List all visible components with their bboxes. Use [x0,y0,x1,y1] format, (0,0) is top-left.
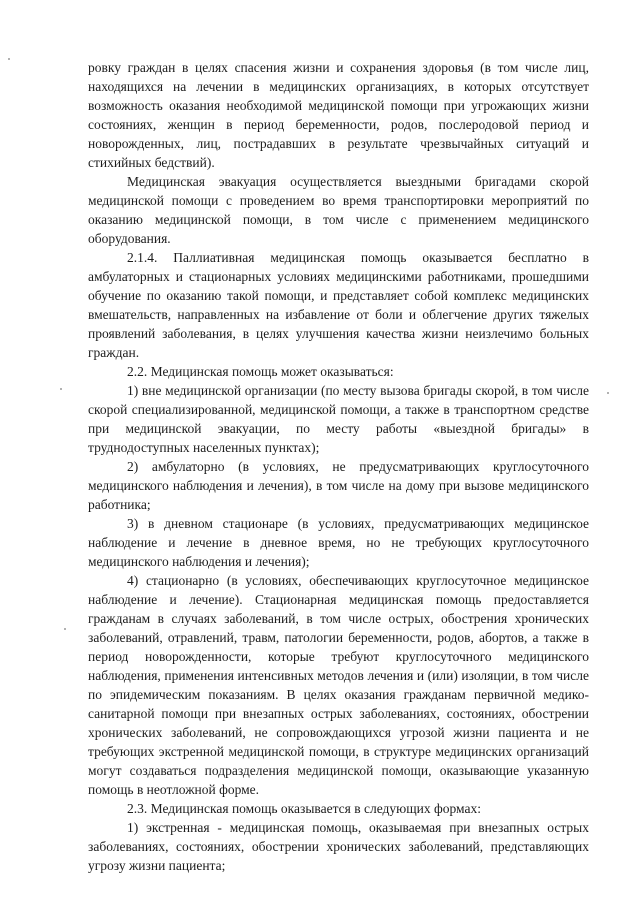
paragraph-2-1-4-palliative-care: 2.1.4. Паллиативная медицинская помощь оказывается бесплатно в амбулаторных и стационарных условиях медицинскими работниками, прошедшими обучение по оказанию такой помощи, и представляет собой комплекс медицинских вмешательств, направленных на избавление от боли и облегчение других тяжелых проявлений заболевания, в целях улучшения качества жизни неизлечимо больных граждан. [88,250,589,360]
scan-speck [607,392,609,394]
scan-speck [8,58,10,60]
paragraph-2-3-heading: 2.3. Медицинская помощь оказывается в следующих формах: [127,801,481,816]
paragraph-medical-evacuation: Медицинская эвакуация осуществляется выездными бригадами скорой медицинской помощи с проведением во время транспортировки мероприятий по оказанию медицинской помощи, в том числе с применением медицинского оборудования. [88,174,589,246]
document-body [88,58,589,875]
paragraph-2-2-heading: 2.2. Медицинская помощь может оказываться: [127,364,394,379]
list-item-day-hospital: 3) в дневном стационаре (в условиях, предусматривающих медицинское наблюдение и лечение в дневное время, но не требующих круглосуточного медицинского наблюдения и лечения); [88,516,589,569]
scan-speck [60,388,62,390]
list-item-outpatient: 2) амбулаторно (в условиях, не предусматривающих круглосуточного медицинского наблюдения и лечения), в том числе на дому при вызове медицинского работника; [88,459,589,512]
paragraph-continuation: ровку граждан в целях спасения жизни и сохранения здоровья (в том числе лиц, находящихся на лечении в медицинских организациях, в которых отсутствует возможность оказания необходимой медицинской помощи при угрожающих жизни состояниях, женщин в период беременности, родов, послеродовой период и новорожденных, лиц, пострадавших в результате чрезвычайных ситуаций и стихийных бедствий). [88,60,589,170]
scan-speck [64,628,66,630]
list-item-emergency-form: 1) экстренная - медицинская помощь, оказываемая при внезапных острых заболеваниях, состояниях, обострении хронических заболеваний, представляющих угрозу жизни пациента; [88,820,589,873]
list-item-outside-organization: 1) вне медицинской организации (по месту вызова бригады скорой, в том числе скорой специализированной, медицинской помощи, а также в транспортном средстве при медицинской эвакуации, по месту работы «выездной бригады» в труднодоступных населенных пунктах); [88,383,589,455]
list-item-inpatient: 4) стационарно (в условиях, обеспечивающих круглосуточное медицинское наблюдение и лечение). Стационарная медицинская помощь предоставляется гражданам в случаях заболеваний, в том числе острых, обострения хронических заболеваний, отравлений, травм, патологии беременности, родов, абортов, а также в период новорожденности, которые требуют круглосуточного медицинского наблюдения, применения интенсивных методов лечения и (или) изоляции, в том числе по эпидемическим показаниям. В целях оказания гражданам первичной медико-санитарной помощи при внезапных острых заболеваниях, состояниях, обострении хронических заболеваний, не сопровождающихся угрозой жизни пациента и не требующих экстренной медицинской помощи, в структуре медицинских организаций могут создаваться подразделения медицинской помощи, оказывающие указанную помощь в неотложной форме. [88,573,589,797]
